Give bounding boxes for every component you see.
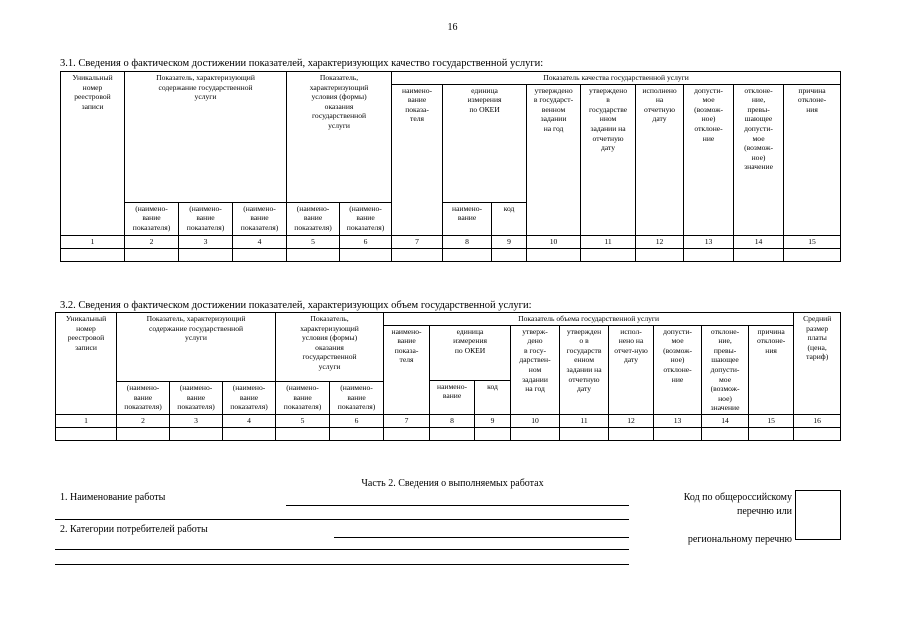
header-sub-name: (наимено- вание показателя) bbox=[287, 202, 340, 235]
column-number: 10 bbox=[527, 235, 581, 248]
column-number: 4 bbox=[223, 414, 276, 427]
header-sub-name: (наимено- вание показателя) bbox=[179, 202, 233, 235]
column-number: 15 bbox=[784, 235, 841, 248]
column-number: 3 bbox=[179, 235, 233, 248]
header-unit-name: наимено- вание bbox=[430, 380, 475, 414]
header-excess-deviation: отклоне- ние, превы- шающее допусти- мое (возмож- ное) значение bbox=[702, 325, 749, 414]
header-sub-name: (наимено- вание показателя) bbox=[340, 202, 392, 235]
column-number: 8 bbox=[443, 235, 492, 248]
column-number: 9 bbox=[492, 235, 527, 248]
header-sub-name: (наимено- вание показателя) bbox=[223, 381, 276, 414]
section-3-2-title: 3.2. Сведения о фактическом достижении показателей, характеризующих объем государственной услуги: bbox=[60, 300, 532, 311]
column-number: 6 bbox=[340, 235, 392, 248]
header-conditions-indicator: Показатель, характеризующий условия (формы) оказания государственной услуги bbox=[287, 72, 392, 203]
work-name-line[interactable] bbox=[286, 505, 629, 506]
header-allowed-deviation: допусти- мое (возмож- ное) отклоне- ние bbox=[654, 325, 702, 414]
header-conditions-indicator: Показатель, характеризующий условия (формы) оказания государственной услуги bbox=[276, 313, 384, 382]
header-volume-group: Показатель объема государственной услуги bbox=[384, 313, 794, 326]
header-sub-name: (наимено- вание показателя) bbox=[170, 381, 223, 414]
column-number: 2 bbox=[117, 414, 170, 427]
header-unit: единица измерения по ОКЕИ bbox=[430, 325, 511, 380]
header-indicator-name: наимено- вание показа- теля bbox=[392, 84, 443, 235]
header-unique-number: Уникальный номер реестровой записи bbox=[61, 72, 125, 236]
header-unit: единица измерения по ОКЕИ bbox=[443, 84, 527, 202]
header-sub-name: (наимено- вание показателя) bbox=[125, 202, 179, 235]
consumer-categories-line[interactable] bbox=[334, 537, 629, 538]
column-number: 13 bbox=[684, 235, 734, 248]
column-number: 9 bbox=[475, 414, 511, 427]
column-number: 5 bbox=[276, 414, 330, 427]
column-number: 1 bbox=[61, 235, 125, 248]
header-content-indicator: Показатель, характеризующий содержание государственной услуги bbox=[117, 313, 276, 382]
volume-indicators-table bbox=[55, 312, 841, 441]
column-number: 14 bbox=[702, 414, 749, 427]
header-deviation-reason: причина отклоне- ния bbox=[749, 325, 794, 414]
consumer-categories-line[interactable] bbox=[55, 564, 629, 565]
column-number: 7 bbox=[392, 235, 443, 248]
header-unit-code: код bbox=[475, 380, 511, 414]
column-number: 3 bbox=[170, 414, 223, 427]
consumer-categories-label: 2. Категории потребителей работы bbox=[60, 524, 208, 535]
column-number: 8 bbox=[430, 414, 475, 427]
header-sub-name: (наимено- вание показателя) bbox=[330, 381, 384, 414]
header-sub-name: (наимено- вание показателя) bbox=[233, 202, 287, 235]
column-number: 15 bbox=[749, 414, 794, 427]
part-2-title: Часть 2. Сведения о выполняемых работах bbox=[361, 478, 544, 489]
code-input-box[interactable] bbox=[795, 490, 841, 540]
column-number: 4 bbox=[233, 235, 287, 248]
consumer-categories-line[interactable] bbox=[55, 549, 629, 550]
header-unique-number: Уникальный номер реестровой записи bbox=[56, 313, 117, 415]
column-number: 10 bbox=[511, 414, 560, 427]
header-content-indicator: Показатель, характеризующий содержание государственной услуги bbox=[125, 72, 287, 203]
code-list-label: Код по общероссийскому перечню или региональному перечню bbox=[683, 492, 792, 545]
header-quality-group: Показатель качества государственной услуги bbox=[392, 72, 841, 85]
column-number: 11 bbox=[581, 235, 636, 248]
header-executed: испол- нено на отчет-ную дату bbox=[609, 325, 654, 414]
column-number: 1 bbox=[56, 414, 117, 427]
quality-indicators-table bbox=[60, 71, 841, 262]
page-number: 16 bbox=[447, 22, 458, 33]
header-unit-name: наимено- вание bbox=[443, 202, 492, 235]
work-name-label: 1. Наименование работы bbox=[60, 492, 166, 503]
column-number: 14 bbox=[734, 235, 784, 248]
column-number: 11 bbox=[560, 414, 609, 427]
header-approved-date: утверждено в государстве нном задании на отчетную дату bbox=[581, 84, 636, 235]
header-excess-deviation: отклоне- ние, превы- шающее допусти- мое (возмож- ное) значение bbox=[734, 84, 784, 235]
section-3-1-title: 3.1. Сведения о фактическом достижении показателей, характеризующих качество государственной услуги: bbox=[60, 58, 544, 69]
table-row bbox=[61, 248, 841, 261]
header-deviation-reason: причина отклоне- ния bbox=[784, 84, 841, 235]
column-number: 5 bbox=[287, 235, 340, 248]
header-average-price: Средний размер платы (цена, тариф) bbox=[794, 313, 841, 415]
column-number: 7 bbox=[384, 414, 430, 427]
header-approved-year: утверж- дено в госу- дарствен- ном задании на год bbox=[511, 325, 560, 414]
column-number: 16 bbox=[794, 414, 841, 427]
work-name-line[interactable] bbox=[55, 519, 629, 520]
column-number: 13 bbox=[654, 414, 702, 427]
header-approved-date: утвержден о в государств енном задании на отчетную дату bbox=[560, 325, 609, 414]
column-number: 12 bbox=[636, 235, 684, 248]
header-executed: исполнено на отчетную дату bbox=[636, 84, 684, 235]
header-unit-code: код bbox=[492, 202, 527, 235]
header-allowed-deviation: допусти- мое (возмож- ное) отклоне- ние bbox=[684, 84, 734, 235]
header-indicator-name: наимено- вание показа- теля bbox=[384, 325, 430, 414]
column-number: 2 bbox=[125, 235, 179, 248]
table-row bbox=[56, 427, 841, 440]
column-number: 6 bbox=[330, 414, 384, 427]
column-number: 12 bbox=[609, 414, 654, 427]
header-approved-year: утверждено в государст- венном задании на год bbox=[527, 84, 581, 235]
header-sub-name: (наимено- вание показателя) bbox=[276, 381, 330, 414]
header-sub-name: (наимено- вание показателя) bbox=[117, 381, 170, 414]
